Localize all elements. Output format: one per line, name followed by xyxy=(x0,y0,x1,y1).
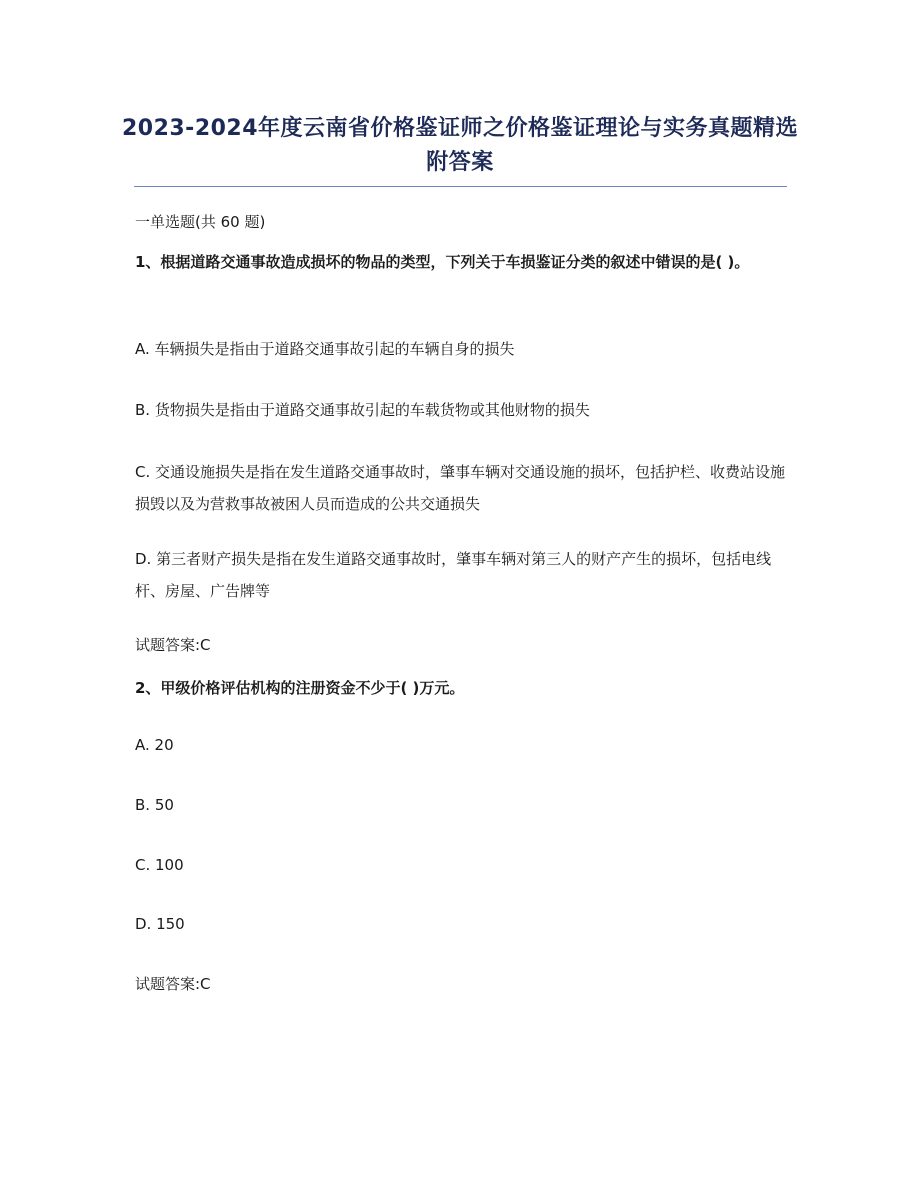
question-2-option-d: D. 150 xyxy=(135,915,185,933)
question-1-option-d: D. 第三者财产损失是指在发生道路交通事故时，肇事车辆对第三人的财产产生的损坏，包括电线杆、房屋、广告牌等 xyxy=(135,550,772,600)
question-1-answer: 试题答案:C xyxy=(135,636,211,654)
question-1-option-b: B. 货物损失是指由于道路交通事故引起的车载货物或其他财物的损失 xyxy=(135,401,590,419)
section-label: 一单选题(共 60 题) xyxy=(135,213,266,231)
question-1-stem: 1、根据道路交通事故造成损坏的物品的类型，下列关于车损鉴证分类的叙述中错误的是( )。 xyxy=(135,253,750,271)
question-2-option-c: C. 100 xyxy=(135,856,184,874)
question-1-option-c: C. 交通设施损失是指在发生道路交通事故时，肇事车辆对交通设施的损坏，包括护栏、收费站设施损毁以及为营救事故被困人员而造成的公共交通损失 xyxy=(135,463,786,513)
question-2-stem: 2、甲级价格评估机构的注册资金不少于( )万元。 xyxy=(135,679,465,697)
question-2-option-b: B. 50 xyxy=(135,796,174,814)
question-2-option-a: A. 20 xyxy=(135,736,174,754)
document-title: 2023-2024年度云南省价格鉴证师之价格鉴证理论与实务真题精选附答案 xyxy=(121,116,799,175)
question-2-answer: 试题答案:C xyxy=(135,975,211,993)
question-1-option-a: A. 车辆损失是指由于道路交通事故引起的车辆自身的损失 xyxy=(135,340,515,358)
title-divider xyxy=(134,186,787,187)
